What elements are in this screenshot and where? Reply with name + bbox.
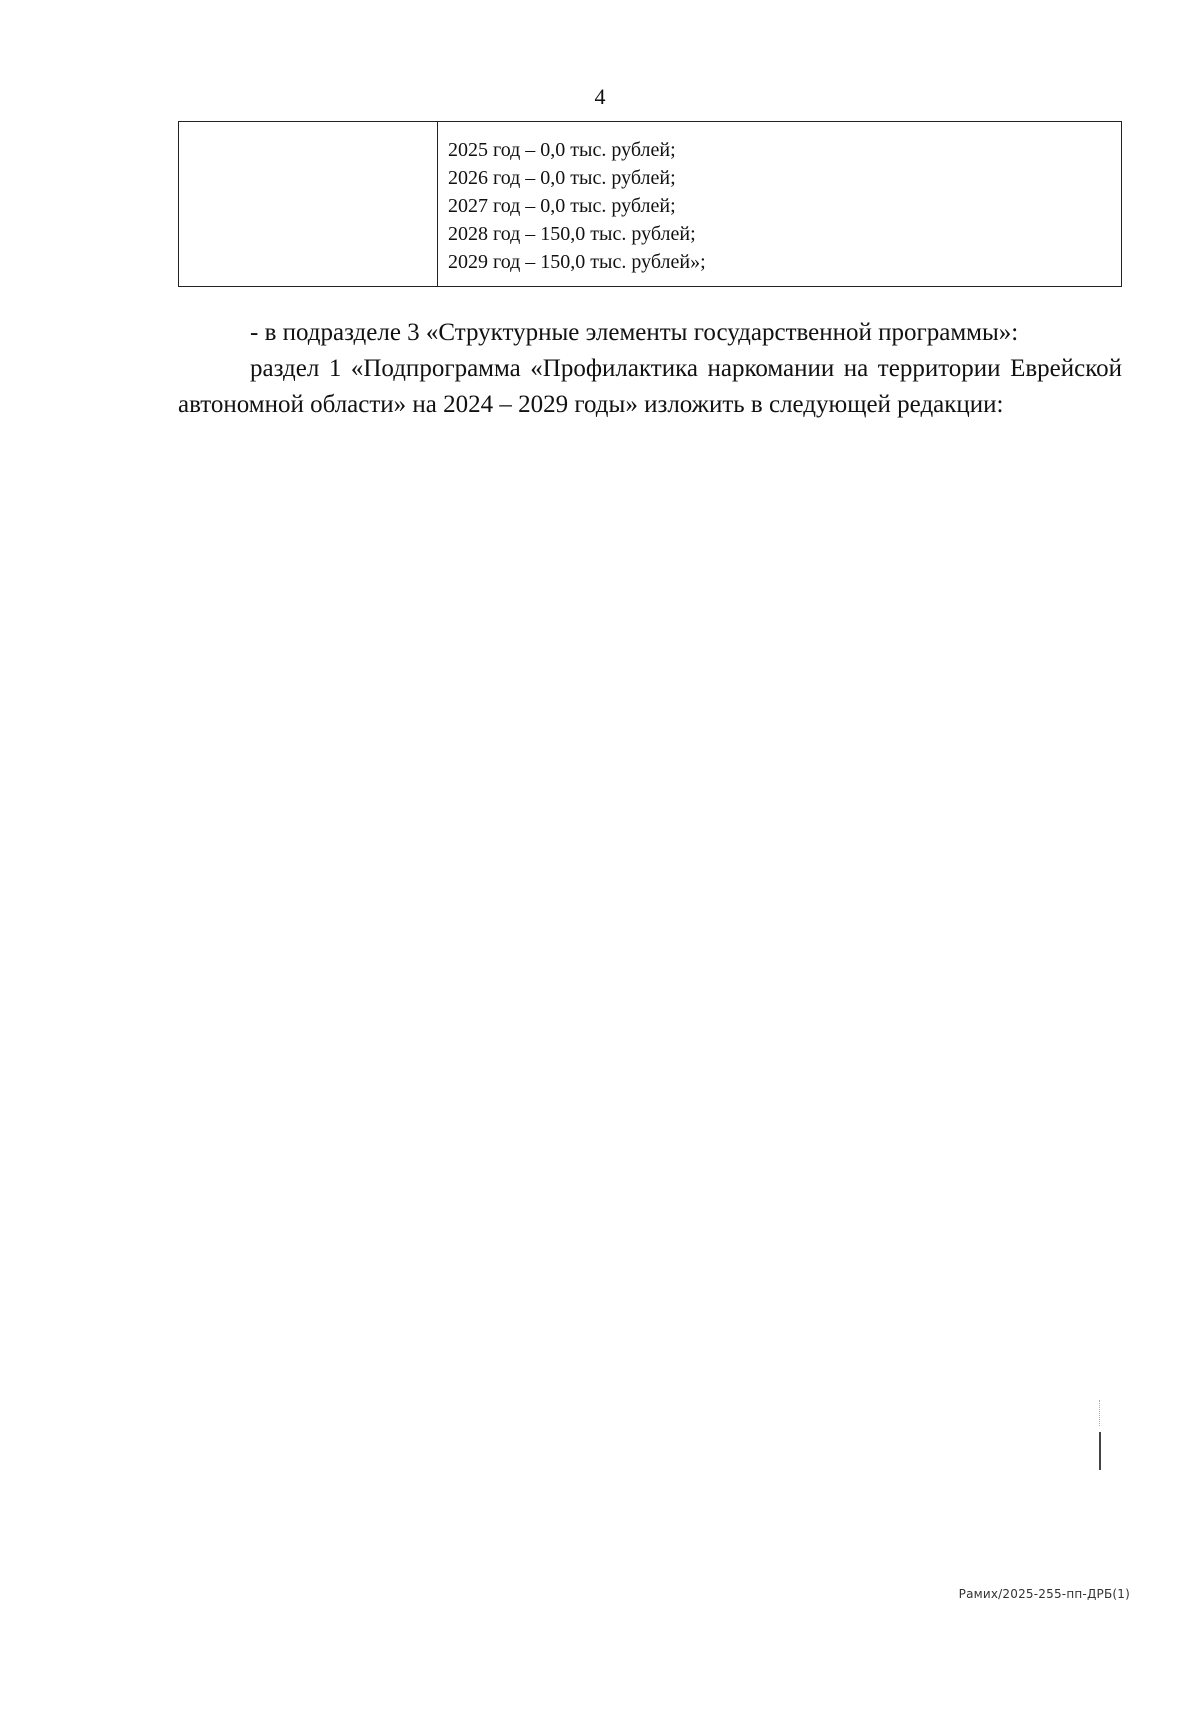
budget-line-2029: 2029 год – 150,0 тыс. рублей»; [448, 251, 706, 273]
budget-line-2028: 2028 год – 150,0 тыс. рублей; [448, 223, 696, 245]
paragraph-subsection-3: - в подразделе 3 «Структурные элементы государственной программы»: [250, 319, 1019, 346]
document-code: Рамих/2025-255-пп-ДРБ(1) [958, 1587, 1130, 1601]
budget-lines [438, 122, 1121, 276]
scan-artifact-line [1099, 1432, 1101, 1470]
body-text [178, 315, 1122, 423]
scan-artifact-dots [1099, 1400, 1101, 1426]
budget-line-2027: 2027 год – 0,0 тыс. рублей; [448, 195, 676, 217]
table-label-cell [179, 122, 438, 287]
budget-line-2025: 2025 год – 0,0 тыс. рублей; [448, 139, 676, 161]
budget-line-2026: 2026 год – 0,0 тыс. рублей; [448, 167, 676, 189]
table-value-cell [438, 122, 1122, 287]
table-row [179, 122, 1122, 287]
paragraph-section-1: раздел 1 «Подпрограмма «Профилактика наркомании на территории Еврейской автономной области» на 2024 – 2029 годы» изложить в следующей редакции: [178, 355, 1122, 418]
page-number: 4 [594, 84, 606, 109]
budget-table [178, 121, 1122, 287]
